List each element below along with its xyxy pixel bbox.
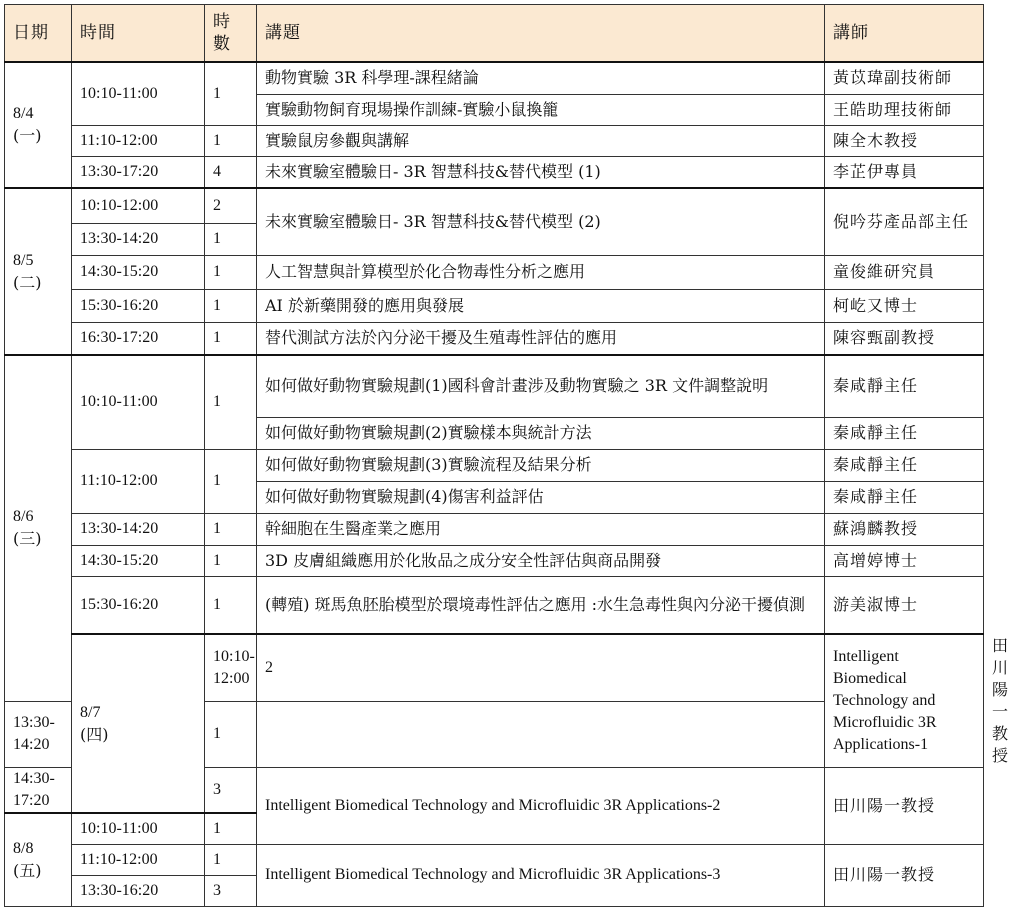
speaker-cell: 高增婷博士 (825, 545, 984, 576)
topic-cell: 3D 皮膚組織應用於化妝品之成分安全性評估與商品開發 (257, 545, 825, 576)
time-cell: 13:30-17:20 (72, 156, 205, 188)
hours-cell: 1 (205, 701, 257, 767)
header-row (5, 5, 984, 63)
header-hours: 時數 (205, 5, 257, 63)
hours-cell: 1 (205, 62, 257, 125)
table-row (5, 188, 984, 223)
hours-cell: 1 (205, 576, 257, 634)
hours-cell: 1 (205, 545, 257, 576)
date-label: 8/7 (80, 703, 101, 721)
table-row (5, 62, 984, 94)
speaker-cell: 倪吟芬產品部主任 (825, 188, 984, 255)
table-row (5, 156, 984, 188)
table-row: 8/7 (四) 10:10-12:00 2 Intelligent Biomedical Technology and Microfluidic 3R Applications-1 田川陽一教授 (5, 634, 984, 701)
topic-cell: 幹細胞在生醫產業之應用 (257, 513, 825, 545)
hours-cell: 1 (205, 813, 257, 844)
speaker-cell: 童俊維研究員 (825, 255, 984, 289)
time-cell: 10:10-11:00 (72, 62, 205, 125)
header-date: 日期 (5, 5, 72, 63)
hours-cell: 3 (205, 768, 257, 814)
hours-cell: 2 (257, 634, 825, 701)
hours-cell: 3 (205, 875, 257, 906)
table-row (5, 449, 984, 481)
header-speaker: 講師 (825, 5, 984, 63)
header-topic: 講題 (257, 5, 825, 63)
speaker-cell: 蘇鴻麟教授 (825, 513, 984, 545)
speaker-cell: 陳全木教授 (825, 125, 984, 156)
time-cell: 14:30-17:20 (5, 768, 72, 814)
table-row (5, 355, 984, 417)
time-cell: 10:10-12:00 (205, 634, 257, 701)
time-cell: 14:30-15:20 (72, 545, 205, 576)
table-row (5, 125, 984, 156)
time-cell: 13:30-14:20 (72, 223, 205, 255)
speaker-cell: 田川陽一教授 (825, 844, 984, 906)
header-time: 時間 (72, 5, 205, 63)
time-cell: 11:10-12:00 (72, 449, 205, 513)
topic-cell: 動物實驗 3R 科學理-課程緒論 (257, 62, 825, 94)
date-label: 8/5 (13, 251, 34, 269)
speaker-cell: 李芷伊專員 (825, 156, 984, 188)
time-cell: 13:30-14:20 (5, 701, 72, 767)
speaker-cell: 黃苡瑋副技術師 (825, 62, 984, 94)
time-cell: 16:30-17:20 (72, 322, 205, 355)
hours-cell: 1 (205, 513, 257, 545)
time-cell: 10:10-12:00 (72, 188, 205, 223)
time-cell: 15:30-16:20 (72, 576, 205, 634)
date-label: 8/4 (13, 105, 34, 122)
hours-cell: 1 (205, 322, 257, 355)
date-label: 8/8 (13, 839, 34, 857)
time-cell: 11:10-12:00 (72, 125, 205, 156)
weekday-label: (五) (13, 860, 42, 880)
time-cell: 13:30-16:20 (72, 875, 205, 906)
speaker-cell: 王皓助理技術師 (825, 94, 984, 125)
topic-cell: 人工智慧與計算模型於化合物毒性分析之應用 (257, 255, 825, 289)
time-cell: 15:30-16:20 (72, 289, 205, 322)
date-cell-8-5 (5, 188, 72, 355)
topic-cell: Intelligent Biomedical Technology and Microfluidic 3R Applications-3 (257, 844, 825, 906)
weekday-label: (四) (80, 724, 109, 744)
topic-cell: 未來實驗室體驗日- 3R 智慧科技&替代模型 (1) (257, 156, 825, 188)
topic-cell: Intelligent Biomedical Technology and Microfluidic 3R Applications-2 (257, 768, 825, 845)
hours-cell: 2 (205, 188, 257, 223)
date-cell-8-7 (72, 634, 205, 813)
speaker-cell: 秦咸靜主任 (825, 449, 984, 481)
date-cell-8-8 (5, 813, 72, 906)
table-row (5, 322, 984, 355)
speaker-cell: 柯屹又博士 (825, 289, 984, 322)
time-cell: 14:30-15:20 (72, 255, 205, 289)
topic-cell: 未來實驗室體驗日- 3R 智慧科技&替代模型 (2) (257, 188, 825, 255)
speaker-cell: 陳容甄副教授 (825, 322, 984, 355)
table-row (5, 513, 984, 545)
table-row (5, 576, 984, 634)
schedule-table (4, 4, 1009, 907)
hours-cell: 1 (205, 125, 257, 156)
date-cell-8-4 (5, 62, 72, 188)
topic-cell: AI 於新藥開發的應用與發展 (257, 289, 825, 322)
topic-cell: 實驗鼠房參觀與講解 (257, 125, 825, 156)
date-label: 8/6 (13, 508, 34, 526)
speaker-cell: 田川陽一教授 (825, 768, 984, 845)
topic-cell: Intelligent Biomedical Technology and Microfluidic 3R Applications-1 (825, 634, 984, 768)
topic-cell: 如何做好動物實驗規劃(3)實驗流程及結果分析 (257, 449, 825, 481)
weekday-label: (三) (13, 529, 42, 549)
speaker-cell: 秦咸靜主任 (825, 417, 984, 449)
hours-cell: 1 (205, 844, 257, 875)
hours-cell: 4 (205, 156, 257, 188)
hours-cell: 1 (205, 449, 257, 513)
topic-cell: 如何做好動物實驗規劃(4)傷害利益評估 (257, 481, 825, 513)
hours-cell: 1 (205, 289, 257, 322)
table-row (5, 255, 984, 289)
weekday-label: (一) (13, 126, 42, 145)
time-cell: 11:10-12:00 (72, 844, 205, 875)
topic-cell: 實驗動物飼育現場操作訓練-實驗小鼠換籠 (257, 94, 825, 125)
speaker-cell: 秦咸靜主任 (825, 481, 984, 513)
speaker-cell: 秦咸靜主任 (825, 355, 984, 417)
topic-cell: 如何做好動物實驗規劃(1)國科會計畫涉及動物實驗之 3R 文件調整說明 (257, 355, 825, 417)
time-cell: 10:10-11:00 (72, 813, 205, 844)
time-cell: 10:10-11:00 (72, 355, 205, 449)
topic-cell: 如何做好動物實驗規劃(2)實驗樣本與統計方法 (257, 417, 825, 449)
hours-cell: 1 (205, 255, 257, 289)
table-row (5, 289, 984, 322)
topic-cell: (轉殖) 斑馬魚胚胎模型於環境毒性評估之應用 :水生急毒性與內分泌干擾偵測 (257, 576, 825, 634)
weekday-label: (二) (13, 272, 42, 292)
hours-cell: 1 (205, 223, 257, 255)
table-row (5, 844, 984, 875)
table-row (5, 545, 984, 576)
topic-cell: 替代測試方法於內分泌干擾及生殖毒性評估的應用 (257, 322, 825, 355)
time-cell: 13:30-14:20 (72, 513, 205, 545)
hours-cell: 1 (205, 355, 257, 449)
date-cell-8-6 (5, 355, 72, 701)
speaker-cell: 游美淑博士 (825, 576, 984, 634)
